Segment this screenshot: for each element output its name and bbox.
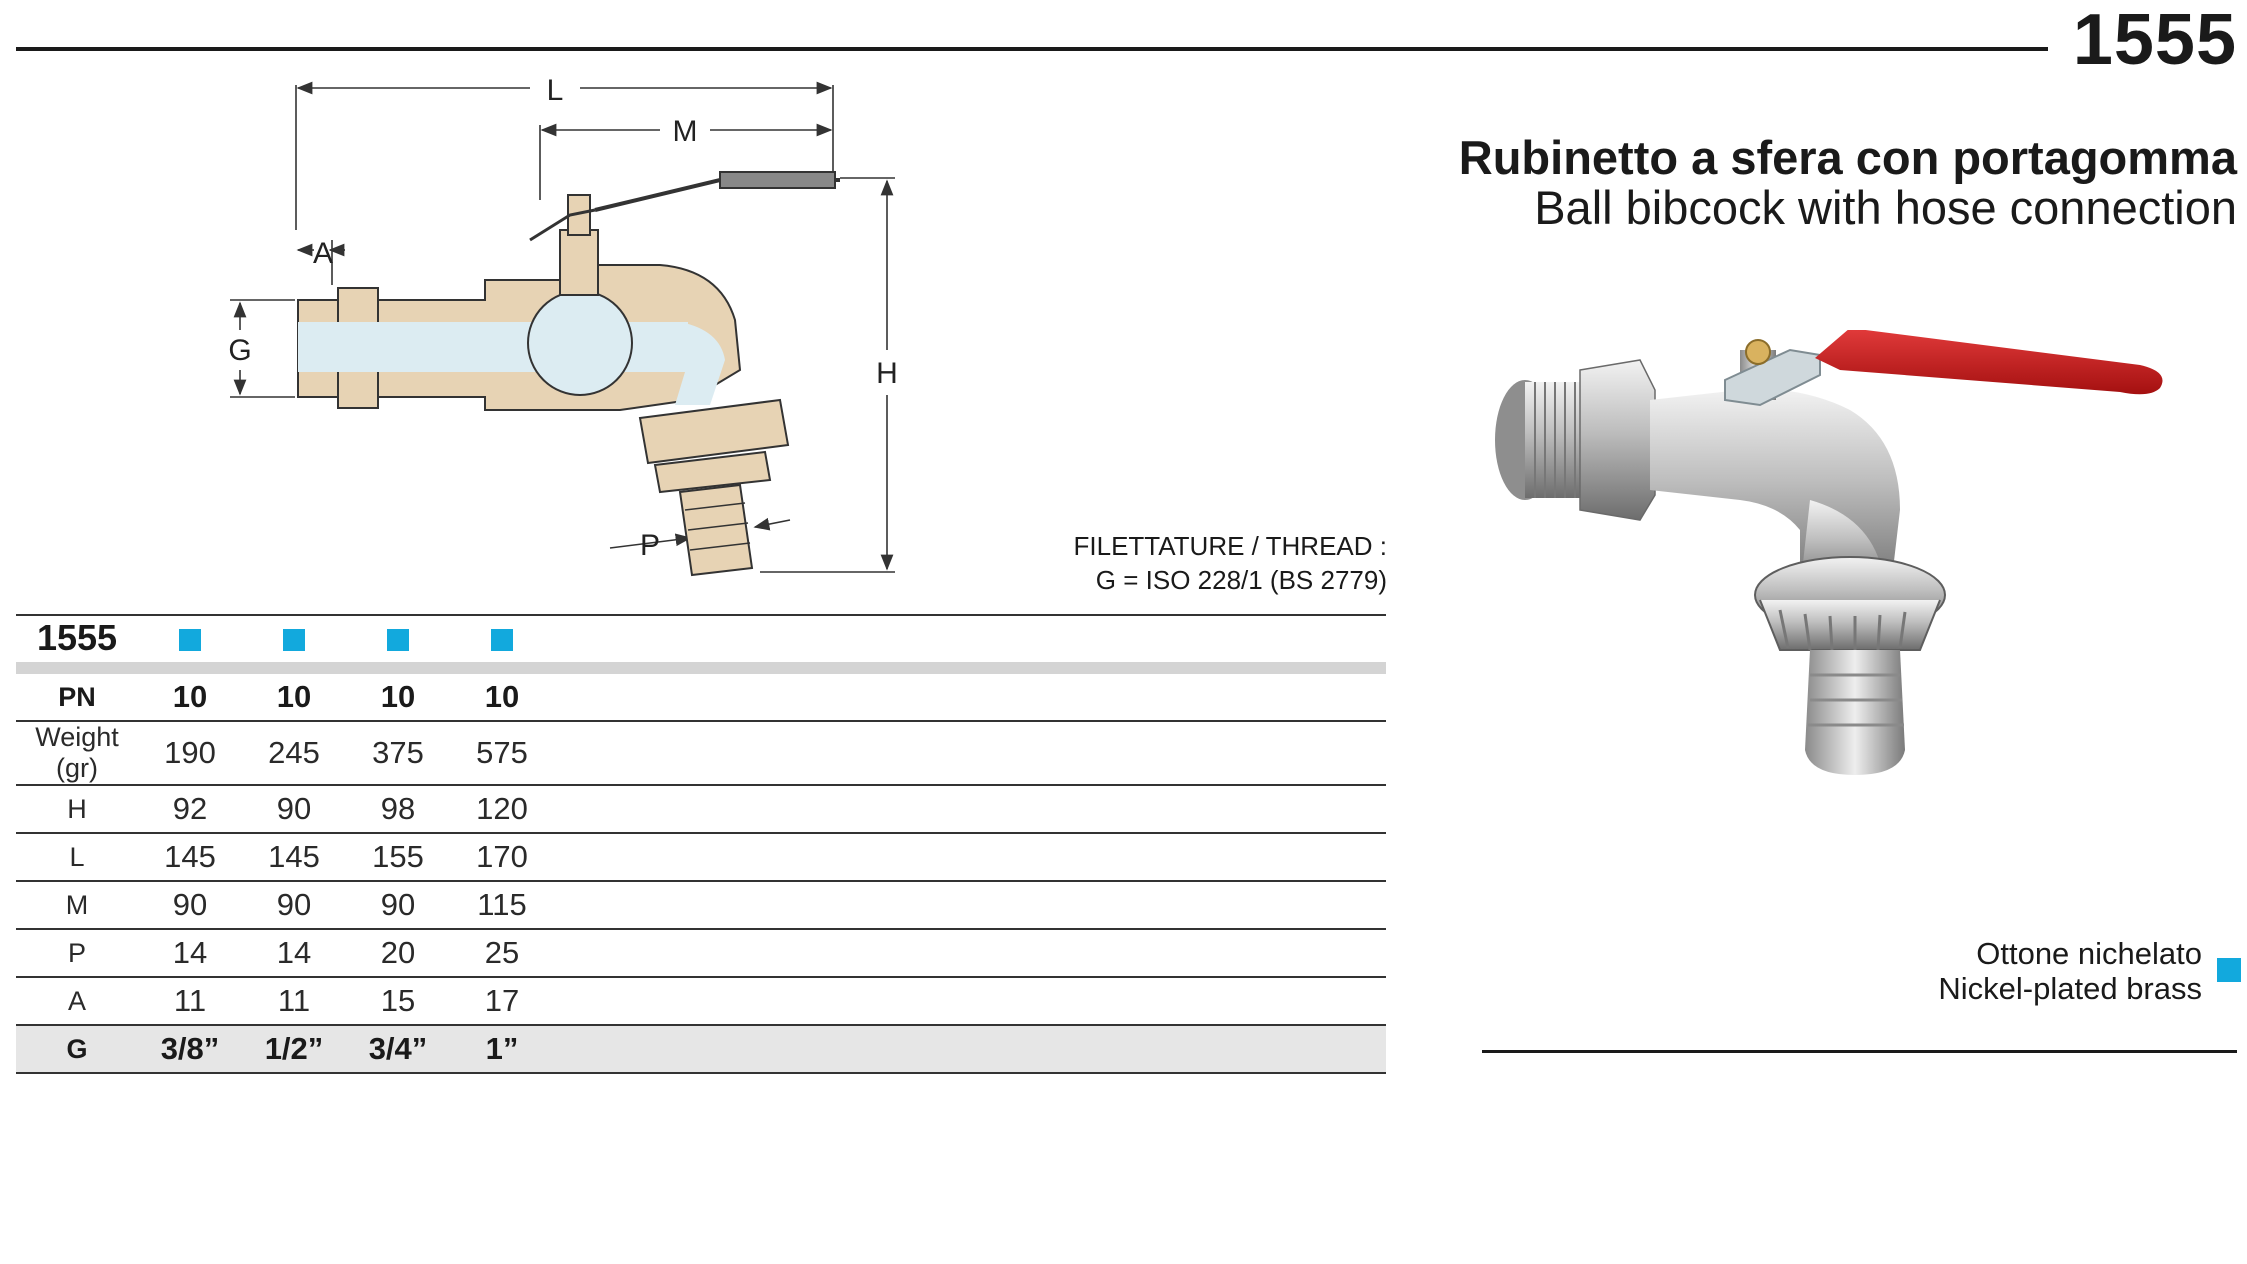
dim-label-g: G — [228, 334, 252, 367]
size-marker — [346, 614, 450, 662]
dim-label-m: M — [672, 115, 698, 148]
cell: 11 — [138, 977, 242, 1025]
cell: 90 — [242, 881, 346, 929]
cell: 375 — [346, 721, 450, 785]
cell: 17 — [450, 977, 554, 1025]
cell: 575 — [450, 721, 554, 785]
title-english: Ball bibcock with hose connection — [1534, 181, 2237, 234]
cell: 155 — [346, 833, 450, 881]
cell: 1” — [450, 1025, 554, 1073]
blue-square-icon — [283, 629, 305, 651]
table-row — [16, 977, 1386, 1025]
spec-table — [16, 614, 1386, 1074]
size-marker — [450, 614, 554, 662]
dim-line — [755, 520, 790, 527]
bottom-rule — [1482, 1050, 2237, 1053]
cell: 10 — [242, 674, 346, 721]
row-label: G — [16, 1025, 138, 1073]
product-code: 1555 — [2072, 0, 2237, 80]
cell: 15 — [346, 977, 450, 1025]
size-marker — [138, 614, 242, 662]
cell: 11 — [242, 977, 346, 1025]
cell: 145 — [138, 833, 242, 881]
size-marker — [242, 614, 346, 662]
cell: 10 — [138, 674, 242, 721]
cell: 245 — [242, 721, 346, 785]
material-marker-icon — [2217, 958, 2241, 982]
cell: 145 — [242, 833, 346, 881]
cell: 170 — [450, 833, 554, 881]
material-english: Nickel-plated brass — [1938, 971, 2202, 1006]
row-label: H — [16, 785, 138, 833]
table-code: 1555 — [36, 617, 118, 658]
table-header-row — [16, 614, 1386, 662]
table-row — [16, 1025, 1386, 1073]
cell: 20 — [346, 929, 450, 977]
row-label: L — [16, 833, 138, 881]
cell: 25 — [450, 929, 554, 977]
cell: 98 — [346, 785, 450, 833]
cell: 90 — [242, 785, 346, 833]
cell: 90 — [138, 881, 242, 929]
table-row — [16, 674, 1386, 721]
cell: 1/2” — [242, 1025, 346, 1073]
table-row — [16, 721, 1386, 785]
dim-label-l: L — [546, 74, 564, 107]
cell: 14 — [242, 929, 346, 977]
cell: 92 — [138, 785, 242, 833]
blue-square-icon — [179, 629, 201, 651]
thread-value: G = ISO 228/1 (BS 2779) — [1095, 565, 1387, 595]
row-label: M — [16, 881, 138, 929]
cell: 120 — [450, 785, 554, 833]
dim-label-a: A — [312, 237, 334, 270]
thread-label: FILETTATURE / THREAD : — [1073, 531, 1387, 561]
row-label: PN — [16, 674, 138, 721]
valve-section — [298, 172, 840, 575]
technical-drawing — [200, 60, 960, 590]
table-row — [16, 833, 1386, 881]
cell: 115 — [450, 881, 554, 929]
row-label: A — [16, 977, 138, 1025]
dim-label-h: H — [876, 357, 898, 390]
cell: 3/4” — [346, 1025, 450, 1073]
row-label: P — [16, 929, 138, 977]
table-row — [16, 881, 1386, 929]
blue-square-icon — [387, 629, 409, 651]
material-italian: Ottone nichelato — [1976, 936, 2202, 971]
title-italian: Rubinetto a sfera con portagomma — [1458, 131, 2237, 184]
table-row — [16, 785, 1386, 833]
blue-square-icon — [491, 629, 513, 651]
table-gray-bar — [16, 662, 1386, 674]
cell: 14 — [138, 929, 242, 977]
header-rule — [16, 47, 2048, 51]
cell: 10 — [450, 674, 554, 721]
row-label: Weight (gr) — [16, 721, 138, 785]
table-row — [16, 929, 1386, 977]
cell: 3/8” — [138, 1025, 242, 1073]
cell: 10 — [346, 674, 450, 721]
product-photo — [1480, 330, 2180, 870]
cell: 190 — [138, 721, 242, 785]
cell: 90 — [346, 881, 450, 929]
dim-label-p: P — [639, 529, 661, 562]
